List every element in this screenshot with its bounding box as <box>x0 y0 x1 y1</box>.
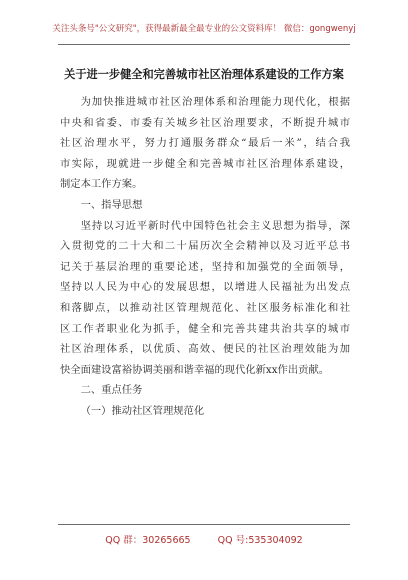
footer-divider <box>58 524 350 525</box>
footer-contact <box>0 532 408 546</box>
intro-paragraph <box>60 92 350 195</box>
guiding-line: 快全面建设富裕协调美丽和谐幸福的现代化新xx作出贡献。 <box>60 363 330 376</box>
header-banner: 关注头条号"公文研究"，获得最新最全最专业的公文资料库！ 微信：gongwenyj <box>52 24 356 34</box>
document-body <box>60 92 350 422</box>
guiding-line: 和落脚点，以推动社区管理规范化、社区服务标准化和社 <box>60 301 350 314</box>
guiding-line: 记关于基层治理的重要论述，坚持和加强党的全面领导， <box>60 260 350 273</box>
intro-line: 为加快推进城市社区治理体系和治理能力现代化，根据 <box>80 96 350 108</box>
guiding-line: 社区治理体系，以优质、高效、便民的社区治理效能为加 <box>60 343 350 356</box>
intro-line: 中央和省委、市委有关城乡社区治理要求，不断提升城市 <box>60 116 350 129</box>
guiding-line: 坚持以习近平新时代中国特色社会主义思想为指导，深 <box>80 219 350 232</box>
intro-line: 市实际，现就进一步健全和完善城市社区治理体系建设， <box>60 157 350 170</box>
guiding-line: 入贯彻党的二十大和二十届历次全会精神以及习近平总书 <box>60 240 350 253</box>
header-divider <box>58 44 350 45</box>
qq-account-number: QQ 号:535304092 <box>217 535 303 546</box>
guiding-ideology-paragraph <box>60 216 350 381</box>
section-heading-guiding-ideology: 一、指导思想 <box>80 198 143 211</box>
guiding-line: 区工作者职业化为抓手，健全和完善共建共治共享的城市 <box>60 322 350 335</box>
section-heading-key-tasks: 二、重点任务 <box>80 384 143 397</box>
intro-line: 制定本工作方案。 <box>60 178 143 191</box>
guiding-line: 坚持以人民为中心的发展思想，以增进人民福祉为出发点 <box>60 281 350 294</box>
document-title: 关于进一步健全和完善城市社区治理体系建设的工作方案 <box>64 67 344 81</box>
subsection-heading-community-management: （一）推动社区管理规范化 <box>80 404 205 417</box>
intro-line: 社区治理水平，努力打通服务群众“最后一米”，结合我 <box>60 137 350 150</box>
qq-group-number: QQ 群：30265665 <box>105 535 191 546</box>
